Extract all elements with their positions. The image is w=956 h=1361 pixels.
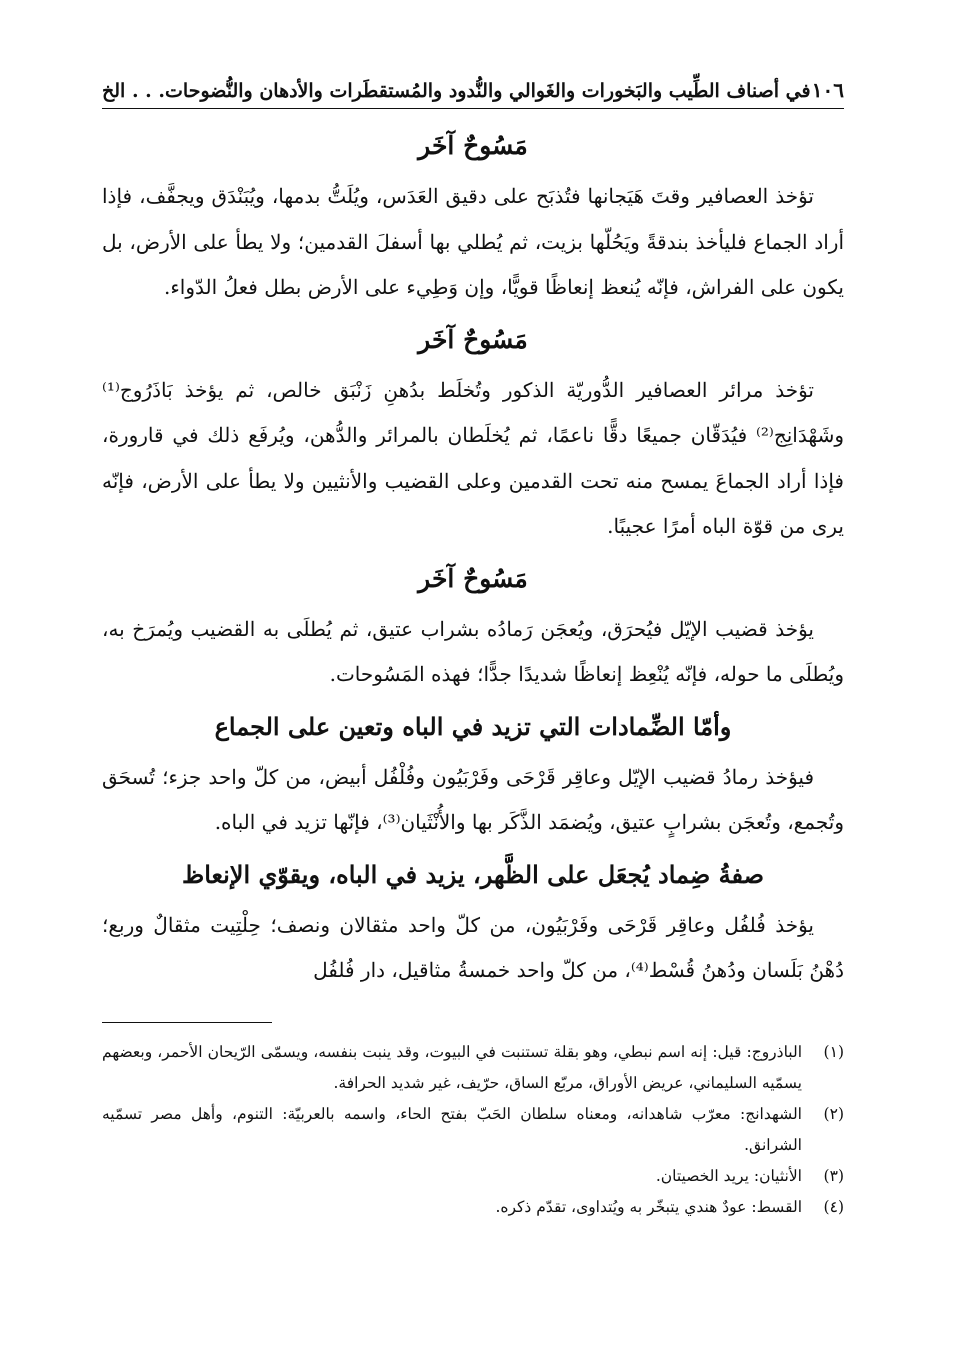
footnote-text: القسط: عودٌ هندي يتبخّر به ويُتداوى، تقدّم ذكره. [495,1197,802,1216]
section-paragraph: يؤخذ فُلفُل وعاقِر قَرْحَى وفَرْبَيُون، من كلّ واحد مثقالان ونصف؛ حِلْتِيت مثقالٌ وربع؛ دُهْنُ بَلَسان ودُهنُ قُسْط⁽⁴⁾، من كلّ واحد خمسةُ مثاقيل، دار فُلفُل [102,912,844,982]
footnote [102,1099,844,1161]
footnote [102,1037,844,1099]
section-paragraph: تؤخذ العصافير وقتَ هَيَجانها فتُذبَح على دقيق العَدَس، ويُلَتُّ بدمها، ويُبَنْدَق ويجفَّف، فإذا أراد الجماع فليأخذ بندقةً ويَحُلّها بزيت، ثم يُطلي بها أسفلَ القدمين؛ ولا يطأ على الأرض، بل يكون على الفراش، فإنّه يُنعظ إنعاظًا قويًّا، وإن وَطِيء على الأرض بطل فعلُ الدّواء. [102,184,844,299]
footnote [102,1161,844,1192]
section-paragraph: تؤخذ مرائر العصافير الدُّوريّة الذكور وتُخلَط بدُهنِ زَنْبَق خالص، ثم يؤخذ بَاذَرُوج⁽¹⁾ وشَهْدَانِج⁽²⁾ فيُدَقّان جميعًا دقًّا ناعمًا، ثم يُخلَطان بالمرائر والدُّهن، ويُرفَع ذلك في قارورة، فإذا أراد الجماعَ يمسح منه تحت القدمين وعلى القضيب والأنثيين ولا يطأ على الأرض، فإنّه يرى من قوّة الباه أمرًا عجيبًا. [102,377,844,538]
section-heading: مَسُوحٌ آخَر [418,563,528,593]
footnote-separator [102,1022,272,1023]
footnotes [102,1037,844,1223]
footnote-number: (٢) [823,1104,844,1123]
footnote-number: (٣) [823,1166,844,1185]
section-heading: مَسُوحٌ آخَر [418,324,528,354]
section-paragraph: يؤخذ قضيب الإيّل فيُحرَق، ويُعجَن رَمادُه بشراب عتيق، ثم يُطلَى به القضيب ويُمرَخ به، ويُطلَى ما حوله، فإنّه يُنْعِظ إنعاظًا شديدًا جدًّا؛ فهذه المَسُوحات. [102,616,844,686]
section-heading: مَسُوحٌ آخَر [418,131,528,160]
footnote-number: (١) [823,1042,844,1061]
section-heading: وأمّا الضِّمادات التي تزيد في الباه وتعين على الجماع [214,711,732,741]
footnote-text: الأنثيان: يريد الخصيتان. [655,1166,802,1185]
footnote [102,1192,844,1223]
footnote-number: (٤) [823,1197,844,1216]
running-header [102,78,844,109]
footnote-text: الشهدانج: معرّب شاهدانه، ومعناه سلطان الحَبّ بفتح الحاء، واسمه بالعربيّة: التنوم، وأهل مصر تسمّيه الشرانق. [102,1104,802,1154]
section-paragraph: فيؤخذ رمادُ قضيب الإيّل وعاقِر قَرْحَى وفَرْبَيُون وفُلْفُل أبيض، من كلّ واحد جزء؛ تُسحَق وتُجمع، وتُعجَن بشرابٍ عتيق، ويُضمَد الذَّكَر بها والأُنْثَيان⁽³⁾، فإنّها تزيد في الباه. [102,764,844,834]
page-number: ١٠٦ [811,78,844,102]
running-title: في أصناف الطِّيب والبَخورات والغَوالي والنُّدود والمُستقطَرات والأدهان والنُّضوحات. . . الخ [102,80,811,102]
footnote-text: الباذروج: قيل: إنه اسم نبطي، وهو بقلة تستنبت في البيوت، وقد ينبت بنفسه، ويسمّى الرّيحان الأحمر، وبعضهم يسمّيه السليماني، عريض الأوراق، مربّع الساق، حرّيف، غير شديد الحرافة. [102,1042,802,1092]
section-heading: صفةُ ضِماد يُجعَل على الظَّهر، يزيد في الباه، ويقوّي الإنعاظ [182,859,764,889]
